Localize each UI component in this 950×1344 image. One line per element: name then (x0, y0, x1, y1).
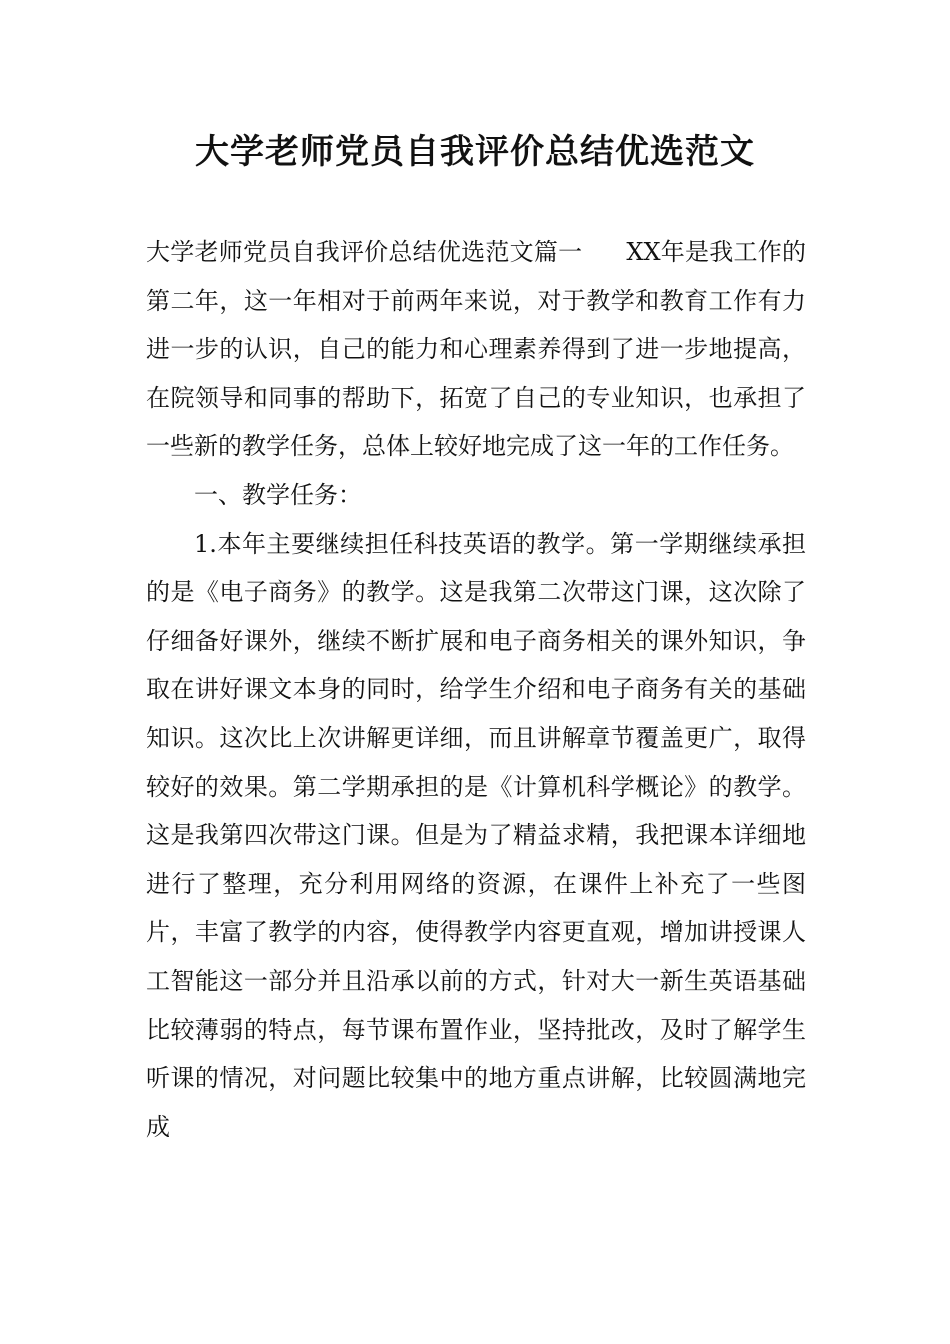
intro-heading: 大学老师党员自我评价总结优选范文篇一 (146, 238, 583, 266)
item-1-paragraph: 1.本年主要继续担任科技英语的教学。第一学期继续承担的是《电子商务》的教学。这是我第二次带这门课，这次除了仔细备好课外，继续不断扩展和电子商务相关的课外知识，争取在讲好课文本身的同时，给学生介绍和电子商务有关的基础知识。这次比上次讲解更详细，而且讲解章节覆盖更广，取得较好的效果。第二学期承担的是《计算机科学概论》的教学。这是我第四次带这门课。但是为了精益求精，我把课本详细地进行了整理，充分利用网络的资源，在课件上补充了一些图片，丰富了教学的内容，使得教学内容更直观，增加讲授课人工智能这一部分并且沿承以前的方式，针对大一新生英语基础比较薄弱的特点，每节课布置作业，坚持批改，及时了解学生听课的情况，对问题比较集中的地方重点讲解，比较圆满地完成 (146, 529, 806, 1141)
document-title: 大学老师党员自我评价总结优选范文 (195, 132, 755, 172)
section-heading: 一、教学任务： (194, 480, 362, 509)
intro-text: XX年是我工作的第二年，这一年相对于前两年来说，对于教学和教育工作有力进一步的认识，自己的能力和心理素养得到了进一步地提高，在院领导和同事的帮助下，拓宽了自己的专业知识，也承担了一些新的教学任务，总体上较好地完成了这一年的工作任务。 (146, 238, 807, 461)
document-body (146, 228, 806, 1151)
intro-paragraph (146, 228, 806, 471)
